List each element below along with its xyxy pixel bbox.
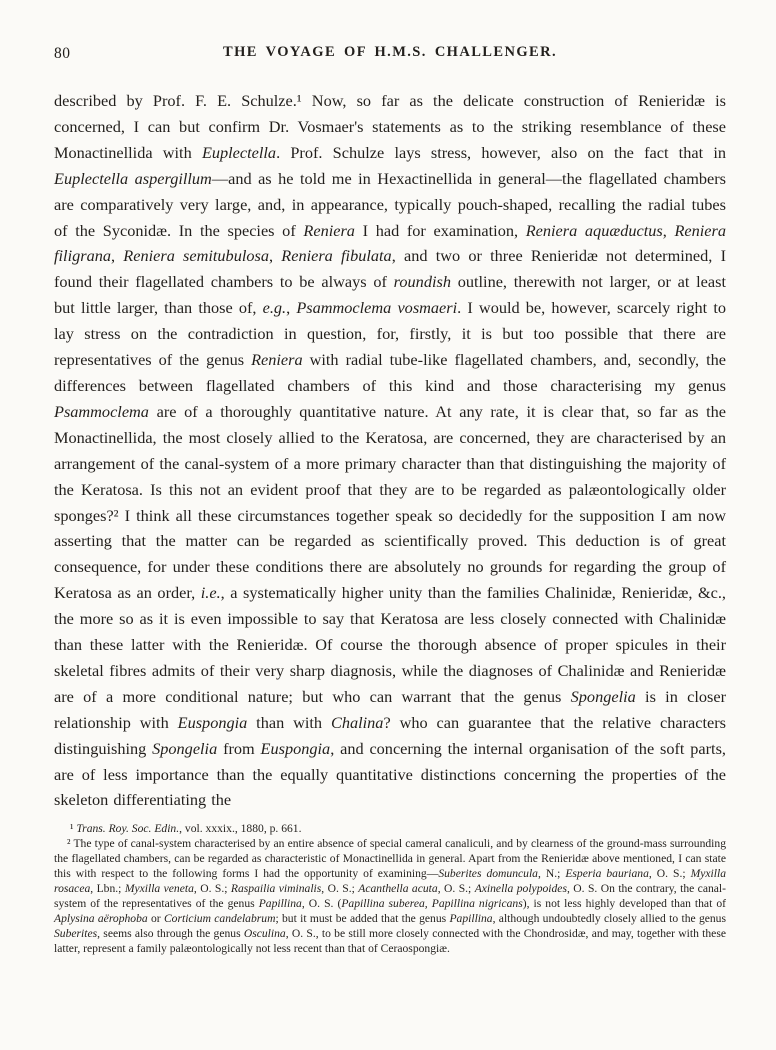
footnotes-section <box>54 822 726 956</box>
footnote-2: ² The type of canal-system characterised by an entire absence of special cameral canaliculi, and by clearness of the ground-mass surrounding the flagellated chambers, can be regarded as characteristic of Monactinellida in general. Apart from the Renieridæ above mentioned, I can state this with respect to the following forms I had the opportunity of examining—Suberites domuncula, N.; Esperia bauriana, O. S.; Myxilla rosacea, Lbn.; Myxilla veneta, O. S.; Raspailia viminalis, O. S.; Acanthella acuta, O. S.; Axinella polypoides, O. S. On the contrary, the canal-system of the representatives of the genus Papillina, O. S. (Papillina suberea, Papillina nigricans), is not less highly developed than that of Aplysina aërophoba or Corticium candelabrum; but it must be added that the genus Papillina, although undoubtedly closely allied to the genus Suberites, seems also through the genus Osculina, O. S., to be still more closely connected with the Chondrosidæ, and may, together with these latter, represent a family palæontologically not less recent than that of Ceraospongiæ. <box>54 837 726 955</box>
page-header <box>54 44 726 66</box>
running-title: THE VOYAGE OF H.M.S. CHALLENGER. <box>223 44 557 60</box>
main-paragraph: described by Prof. F. E. Schulze.¹ Now, so far as the delicate construction of Renieridæ is concerned, I can but confirm Dr. Vosmaer's statements as to the striking resemblance of these Monactinellida with Euplectella. Prof. Schulze lays stress, however, also on the fact that in Euplectella aspergillum—and as he told me in Hexactinellida in general—the flagellated chambers are comparatively very large, and, in appearance, typically pouch-shaped, recalling the radial tubes of the Syconidæ. In the species of Reniera I had for examination, Reniera aquæductus, Reniera filigrana, Reniera semitubulosa, Reniera fibulata, and two or three Renieridæ not determined, I found their flagellated chambers to be always of roundish outline, therewith not larger, or at least but little larger, than those of, e.g., Psammoclema vosmaeri. I would be, however, scarcely right to lay stress on the contradiction in question, for, firstly, it is but too possible that there are representatives of the genus Reniera with radial tube-like flagellated chambers, and, secondly, the differences between flagellated chambers of this kind and those characterising my genus Psammoclema are of a thoroughly quantitative nature. At any rate, it is clear that, so far as the Monactinellida, the most closely allied to the Keratosa, are concerned, they are characterised by an arrangement of the canal-system of a more primary character than that distinguishing the majority of the Keratosa. Is this not an evident proof that they are to be regarded as palæontologically older sponges?² I think all these circumstances together speak so decidedly for the supposition I am now asserting that the matter can be regarded as scientifically proved. This deduction is of great consequence, for under these conditions there are absolutely no grounds for regarding the group of Keratosa as an order, i.e., a systematically higher unity than the families Chalinidæ, Renieridæ, &c., the more so as it is even impossible to say that Keratosa are less closely connected with Chalinidæ than these latter with the Renieridæ. Of course the thorough absence of proper spicules in their skeletal fibres admits of their very sharp diagnosis, while the diagnoses of Chalinidæ and Renieridæ are of a more conditional nature; but who can warrant that the genus Spongelia is in closer relationship with Euspongia than with Chalina? who can guarantee that the relative characters distinguishing Spongelia from Euspongia, and concerning the internal organisation of the soft parts, are of less importance than the equally quantitative distinctions concerning the properties of the skeleton differentiating the <box>54 91 727 810</box>
page-number: 80 <box>54 45 71 62</box>
footnote-1: ¹ Trans. Roy. Soc. Edin., vol. xxxix., 1880, p. 661. <box>70 822 302 836</box>
